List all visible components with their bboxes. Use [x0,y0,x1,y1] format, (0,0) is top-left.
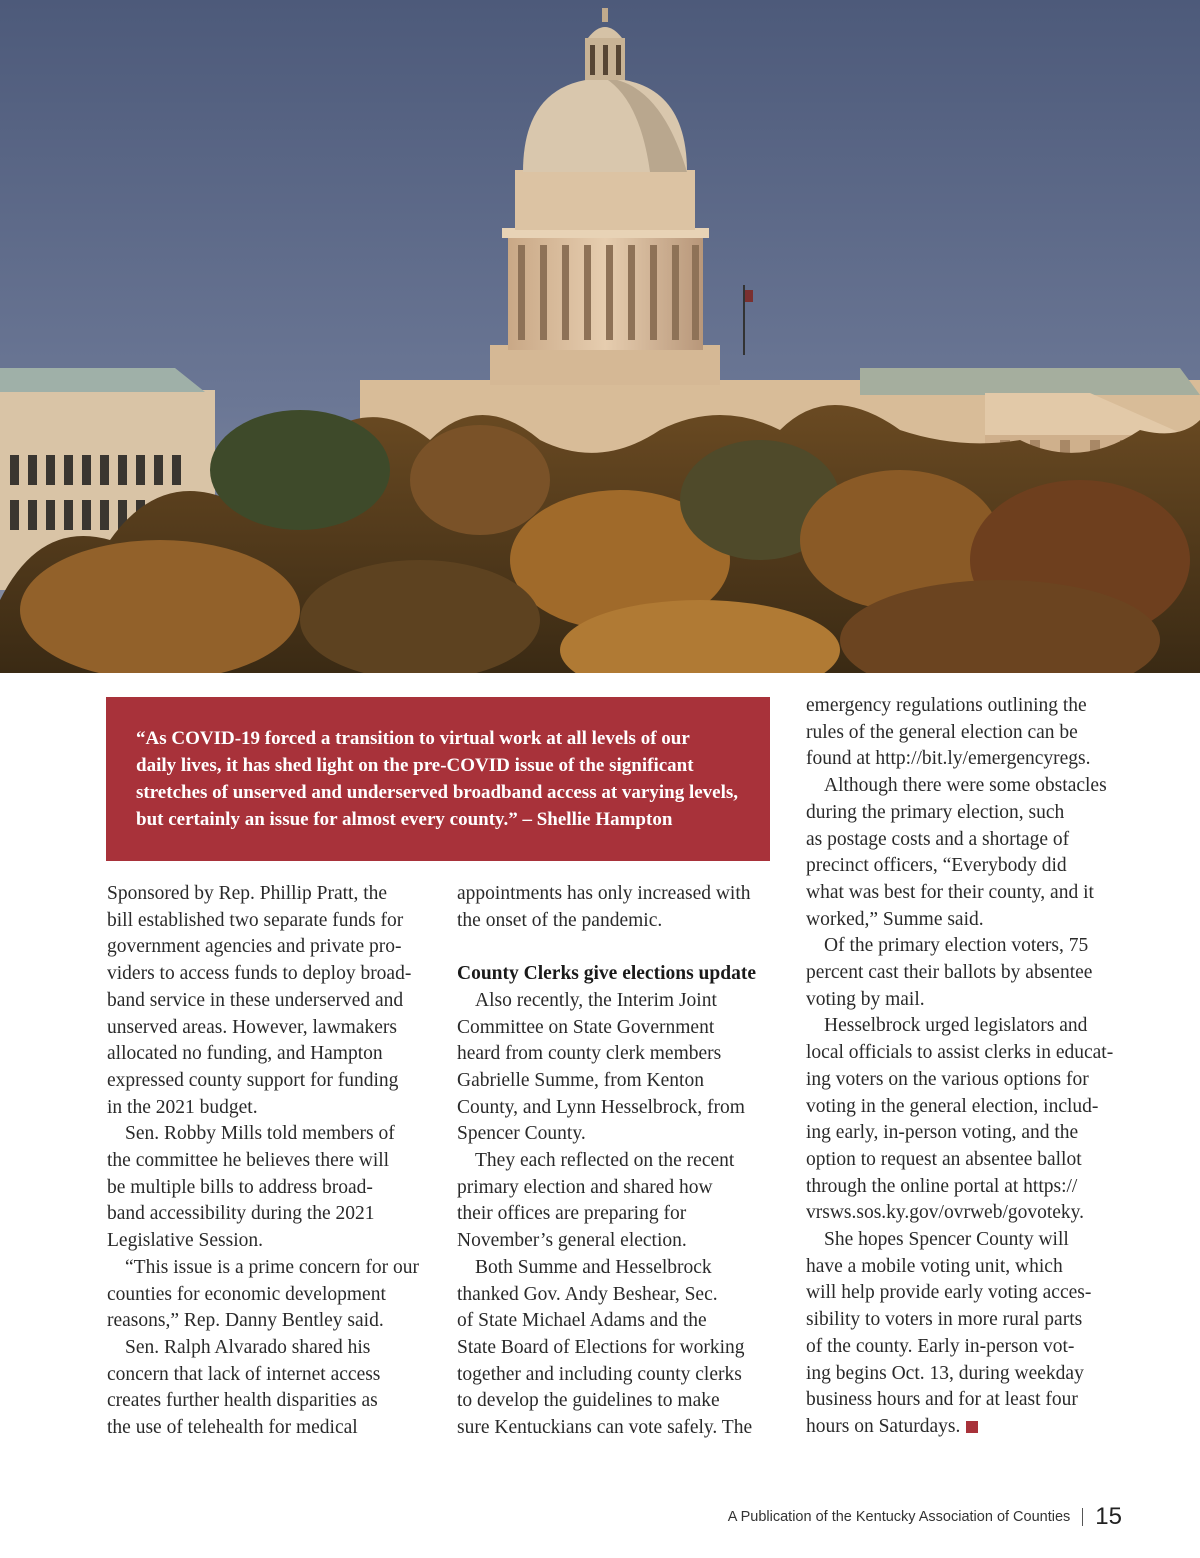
paragraph [107,1255,437,1335]
pull-quote-line: “As COVID-19 forced a transition to virtual work at all levels of our [136,728,690,749]
article-column-1 [107,881,437,1442]
capitol-photo [0,0,1200,673]
text-line: Hesselbrock urged legislators and [824,1015,1088,1037]
text-line-last [806,1414,1136,1441]
pull-quote-line: daily lives, it has shed light on the pre-COVID issue of the significant [136,755,694,776]
text-line: their offices are preparing for [457,1203,687,1225]
text-line: November’s general election. [457,1230,687,1252]
text-line: State Board of Elections for working [457,1336,745,1358]
text-line: They each reflected on the recent [475,1150,735,1172]
text-line: vrsws.sos.ky.gov/ovrweb/govoteky. [806,1202,1085,1224]
text-line: voting in the general election, includ- [806,1095,1099,1117]
text-line: the use of telehealth for medical [107,1417,358,1439]
text-line: Both Summe and Hesselbrock [475,1256,712,1278]
paragraph [457,1255,787,1442]
text-line-end: hours on Saturdays. [806,1415,961,1437]
text-line: percent cast their ballots by absentee [806,962,1093,984]
article-column-2 [457,881,787,1442]
text-line: unserved areas. However, lawmakers [107,1016,397,1038]
text-line: ing early, in-person voting, and the [806,1122,1079,1144]
pull-quote [106,697,770,861]
text-line: through the online portal at https:// [806,1175,1078,1197]
text-line: emergency regulations outlining the [806,695,1087,716]
text-line: rules of the general election can be [806,721,1078,743]
text-line: Sponsored by Rep. Phillip Pratt, the [107,883,388,904]
text-line: precinct officers, “Everybody did [806,855,1067,877]
paragraph [806,1013,1136,1227]
text-line: heard from county clerk members [457,1043,722,1065]
text-line: together and including county clerks [457,1363,742,1385]
text-line: option to request an absentee ballot [806,1148,1082,1170]
text-line: thanked Gov. Andy Beshear, Sec. [457,1283,718,1305]
text-line: business hours and for at least four [806,1389,1078,1411]
text-line: Of the primary election voters, 75 [824,935,1089,957]
text-line: viders to access funds to deploy broad- [107,963,412,985]
text-line: bill established two separate funds for [107,909,404,931]
paragraph [107,881,437,1121]
text-line: Spencer County. [457,1123,586,1145]
text-line: government agencies and private pro- [107,936,402,958]
paragraph [806,1227,1136,1441]
text-line: ing voters on the various options for [806,1068,1089,1090]
text-line: the onset of the pandemic. [457,909,663,931]
text-line: Although there were some obstacles [824,775,1107,797]
paragraph [107,1335,437,1442]
pull-quote-line: but certainly an issue for almost every county.” – Shellie Hampton [136,809,673,830]
paragraph [457,881,787,934]
paragraph [457,988,787,1148]
text-line: worked,” Summe said. [806,908,984,930]
text-line: “This issue is a prime concern for our [125,1256,420,1278]
text-line: the committee he believes there will [107,1150,390,1172]
text-line: County, and Lynn Hesselbrock, from [457,1096,745,1118]
end-of-article-icon [966,1421,978,1433]
text-line: Sen. Robby Mills told members of [125,1123,395,1145]
paragraph [806,693,1136,773]
text-line: Gabrielle Summe, from Kenton [457,1069,704,1091]
text-line: allocated no funding, and Hampton [107,1043,383,1065]
text-line: She hopes Spencer County will [824,1229,1069,1251]
text-line: reasons,” Rep. Danny Bentley said. [107,1310,384,1332]
text-line: primary election and shared how [457,1176,713,1198]
footer-divider [1082,1508,1083,1526]
text-line: band accessibility during the 2021 [107,1203,375,1225]
text-line: of the county. Early in-person vot- [806,1335,1075,1357]
text-line: will help provide early voting acces- [806,1282,1092,1304]
text-line: appointments has only increased with [457,883,751,904]
text-line: found at http://bit.ly/emergencyregs. [806,748,1091,770]
paragraph [107,1121,437,1255]
text-line: expressed county support for funding [107,1069,399,1091]
paragraph [806,933,1136,1013]
text-line: in the 2021 budget. [107,1096,258,1118]
text-line: Sen. Ralph Alvarado shared his [125,1336,371,1358]
text-line: what was best for their county, and it [806,881,1094,903]
text-line: sure Kentuckians can vote safely. The [457,1417,753,1439]
text-line: of State Michael Adams and the [457,1310,707,1332]
paragraph [806,773,1136,933]
article-column-3 [806,693,1136,1441]
text-line: to develop the guidelines to make [457,1390,720,1412]
page-footer [728,1500,1122,1534]
text-line: sibility to voters in more rural parts [806,1309,1083,1331]
text-line: local officials to assist clerks in educat- [806,1042,1114,1064]
text-line: during the primary election, such [806,801,1065,823]
text-line: creates further health disparities as [107,1390,378,1412]
text-line: concern that lack of internet access [107,1363,381,1385]
text-line: voting by mail. [806,988,925,1010]
paragraph [457,1148,787,1255]
text-line: band service in these underserved and [107,989,404,1011]
capitol-dome-photo [0,0,1200,673]
text-line: Committee on State Government [457,1016,715,1038]
pull-quote-line: stretches of unserved and underserved broadband access at varying levels, [136,782,739,803]
page-number: 15 [1095,1503,1122,1530]
text-line: Also recently, the Interim Joint [475,989,717,1011]
text-line: ing begins Oct. 13, during weekday [806,1362,1084,1384]
text-line: counties for economic development [107,1283,386,1305]
text-line: Legislative Session. [107,1230,263,1252]
text-line: be multiple bills to address broad- [107,1176,373,1198]
publication-name: A Publication of the Kentucky Association of Counties [727,1509,1071,1525]
section-heading: County Clerks give elections update [457,963,756,985]
text-line: have a mobile voting unit, which [806,1255,1063,1277]
text-line: as postage costs and a shortage of [806,828,1070,850]
